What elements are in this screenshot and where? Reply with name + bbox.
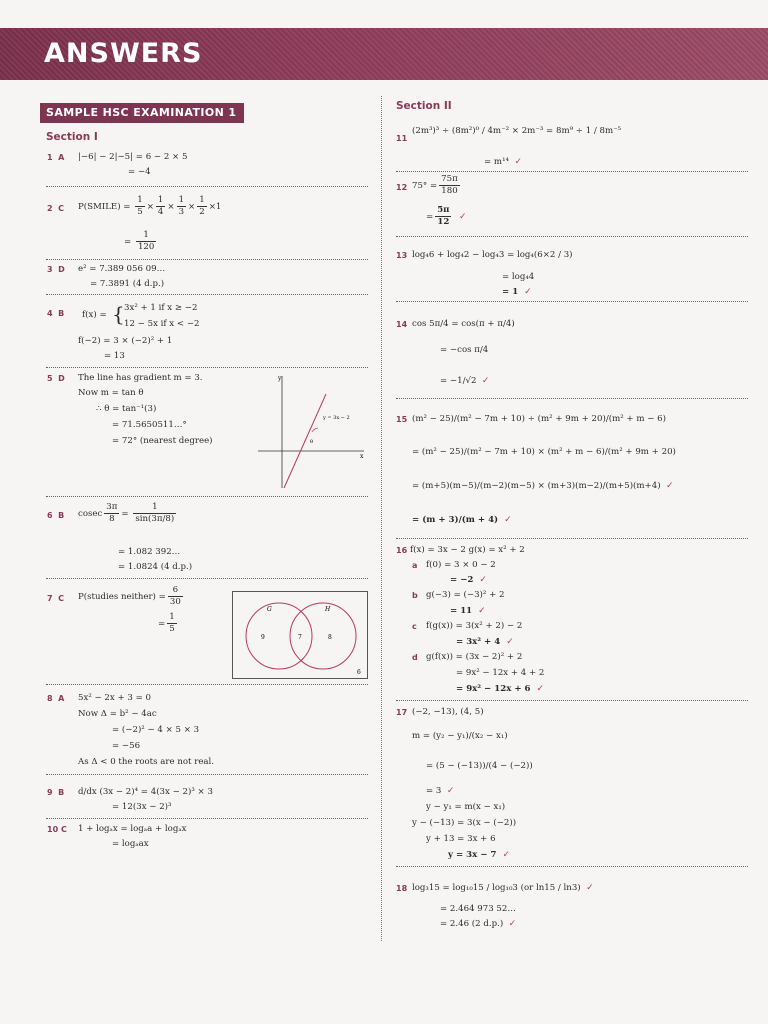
angle-arc — [312, 428, 318, 432]
q8-line2: Now Δ = b² − 4ac — [78, 709, 157, 719]
q8-line1: 5x² − 2x + 3 = 0 — [78, 693, 152, 703]
q17-line7: y = 3x − 7 ✓ — [448, 850, 510, 860]
q15-line1: (m² − 25)/(m² − 7m + 10) ÷ (m² + 9m + 20)/(m² + m − 6) — [412, 414, 666, 424]
separator — [46, 818, 368, 819]
q13-number: 13 — [396, 251, 408, 260]
q10-line2: = logₐax — [112, 839, 149, 849]
q4-line2: f(−2) = 3 × (−2)² + 1 — [78, 336, 173, 346]
q5-line2: Now m = tan θ — [78, 388, 144, 398]
q4-brace: { — [112, 302, 125, 326]
banner-title: ANSWERS — [44, 38, 203, 69]
q8-line5: As Δ < 0 the roots are not real. — [78, 757, 215, 767]
q1-line2: = −4 — [128, 167, 151, 177]
q14-line3: = −1/√2 ✓ — [440, 376, 490, 386]
q18-line3: = 2.46 (2 d.p.) ✓ — [440, 919, 517, 929]
q16-a1: f(0) = 3 × 0 − 2 — [426, 560, 496, 570]
q17-line1: m = (y₂ − y₁)/(x₂ − x₁) — [412, 731, 508, 741]
column-divider — [381, 96, 382, 941]
q6-line3: = 1.0824 (4 d.p.) — [118, 562, 193, 572]
q7-line2: = $\frac{1}{5}$ — [158, 612, 175, 634]
q11-number: 11 — [396, 134, 408, 143]
q2-line1: P(SMILE) = $\frac{1}{5}$ × $\frac{1}{4}$ × $\frac{1}{3}$ × $\frac{1}{2}$ ×1 — [78, 195, 222, 217]
theta-label: θ — [310, 439, 314, 445]
q16-d3: = 9x² − 12x + 6 ✓ — [456, 684, 545, 694]
q4-fx: f(x) = — [82, 310, 107, 320]
q16-part-d: d — [412, 653, 418, 662]
q16-part-c: c — [412, 622, 417, 631]
q8-number: 8 A — [47, 694, 65, 703]
q13-line1: log₄6 + log₄2 − log₄3 = log₄(6×2 / 3) — [412, 250, 573, 260]
q10-number: 10 C — [47, 825, 67, 834]
q3-line2: = 7.3891 (4 d.p.) — [90, 279, 165, 289]
separator — [396, 171, 748, 172]
separator — [46, 367, 368, 368]
q2-line2: = $\frac{1}{120}$ — [124, 230, 155, 252]
q2-number: 2 C — [47, 204, 65, 213]
separator — [46, 496, 368, 497]
q16-part-a: a — [412, 561, 418, 570]
q4-line3: = 13 — [104, 351, 125, 361]
q16-part-b: b — [412, 591, 418, 600]
separator — [396, 700, 748, 701]
q17-line2: = (5 − (−13))/(4 − (−2)) — [426, 761, 533, 771]
q14-line2: = −cos π/4 — [440, 345, 489, 355]
q13-line2: = log₄4 — [502, 272, 535, 282]
q5-line5: = 72° (nearest degree) — [112, 436, 213, 446]
q6-line2: = 1.082 392… — [118, 547, 181, 557]
y-axis-label: y — [278, 375, 282, 382]
q3-line1: e² = 7.389 056 09… — [78, 264, 166, 274]
q15-line4: = (m + 3)/(m + 4) ✓ — [412, 515, 512, 525]
graph-line — [284, 394, 326, 488]
q5-line1: The line has gradient m = 3. — [78, 373, 203, 383]
exam-heading: SAMPLE HSC EXAMINATION 1 — [40, 103, 244, 123]
venn-both: 7 — [298, 634, 302, 641]
q17-line5: y − (−13) = 3(x − (−2)) — [412, 818, 517, 828]
venn-g-only: 9 — [261, 634, 265, 641]
q16-number: 16 — [396, 546, 408, 555]
q5-number: 5 D — [47, 374, 65, 383]
q16-d1: g(f(x)) = (3x − 2)² + 2 — [426, 652, 523, 662]
separator — [396, 236, 748, 237]
separator — [396, 538, 748, 539]
q12-line2: = $\frac{5\pi}{12}$ ✓ — [426, 205, 467, 227]
q16-c1: f(g(x)) = 3(x² + 2) − 2 — [426, 621, 523, 631]
q17-line4: y − y₁ = m(x − x₁) — [426, 802, 506, 812]
q7-number: 7 C — [47, 594, 65, 603]
q18-line2: = 2.464 973 52… — [440, 904, 516, 914]
q12-number: 12 — [396, 183, 408, 192]
answers-banner — [0, 28, 768, 80]
q7-line1: P(studies neither) = $\frac{6}{30}$ — [78, 585, 181, 607]
q15-number: 15 — [396, 415, 408, 424]
q13-line3: = 1 ✓ — [502, 287, 532, 297]
q14-number: 14 — [396, 320, 408, 329]
q17-line3: = 3 ✓ — [426, 786, 455, 796]
q8-line3: = (−2)² − 4 × 5 × 3 — [112, 725, 200, 735]
q18-line1: log₃15 = log₁₀15 / log₁₀3 (or ln15 / ln3) ✓ — [412, 883, 594, 893]
separator — [46, 684, 368, 685]
q5-line4: = 71.5650511…° — [112, 420, 187, 430]
line-equation-label: y = 3x − 2 — [323, 415, 350, 421]
separator — [46, 578, 368, 579]
separator — [396, 301, 748, 302]
q4-number: 4 B — [47, 309, 65, 318]
q4-case1: 3x² + 1 if x ≥ −2 — [124, 303, 198, 313]
separator — [46, 774, 368, 775]
q18-number: 18 — [396, 884, 408, 893]
q11-line1: (2m³)³ ÷ (8m²)⁰ / 4m⁻² × 2m⁻³ = 8m⁹ ÷ 1 / 8m⁻⁵ — [412, 126, 622, 136]
x-axis-label: x — [360, 453, 364, 460]
q16-a2: = −2 ✓ — [450, 575, 487, 585]
q17-number: 17 — [396, 708, 408, 717]
separator — [396, 398, 748, 399]
q15-line2: = (m² − 25)/(m² − 7m + 10) × (m² + m − 6)/(m² + 9m + 20) — [412, 447, 676, 457]
q9-number: 9 B — [47, 788, 65, 797]
venn-neither: 6 — [357, 669, 361, 676]
q5-line3: ∴ θ = tan⁻¹(3) — [96, 404, 157, 414]
q5-line-graph — [256, 370, 368, 492]
q9-line2: = 12(3x − 2)³ — [112, 802, 172, 812]
q17-line0: (−2, −13), (4, 5) — [412, 707, 484, 717]
q1-line1: |−6| − 2|−5| = 6 − 2 × 5 — [78, 152, 188, 162]
separator — [46, 294, 368, 295]
q6-line1: cosec $\frac{3\pi}{8}$ = $\frac{1}{\sin(3\pi/8)}$ — [78, 502, 175, 524]
q16-d2: = 9x² − 12x + 4 + 2 — [456, 668, 545, 678]
section-1-heading: Section I — [46, 131, 98, 143]
q15-line3: = (m+5)(m−5)/(m−2)(m−5) × (m+3)(m−2)/(m+5)(m+4) ✓ — [412, 481, 674, 491]
q6-number: 6 B — [47, 511, 65, 520]
venn-h-only: 8 — [328, 634, 332, 641]
q14-line1: cos 5π/4 = cos(π + π/4) — [412, 319, 515, 329]
q8-line4: = −56 — [112, 741, 141, 751]
q12-line1: 75° = $\frac{75\pi}{180}$ — [412, 174, 458, 196]
separator — [396, 866, 748, 867]
venn-g-label: G — [267, 606, 272, 613]
q17-line6: y + 13 = 3x + 6 — [426, 834, 496, 844]
q16-b2: = 11 ✓ — [450, 606, 486, 616]
q16-line0: f(x) = 3x − 2 g(x) = x² + 2 — [410, 545, 525, 555]
section-2-heading: Section II — [396, 100, 452, 112]
separator — [46, 259, 368, 260]
q16-c2: = 3x² + 4 ✓ — [456, 637, 514, 647]
q1-number: 1 A — [47, 153, 65, 162]
separator — [46, 186, 368, 187]
q10-line1: 1 + logₐx = logₐa + logₐx — [78, 824, 187, 834]
venn-circle-g — [246, 603, 312, 669]
q4-case2: 12 − 5x if x < −2 — [124, 319, 200, 329]
q11-line2: = m¹⁴ ✓ — [484, 157, 522, 167]
q3-number: 3 D — [47, 265, 65, 274]
q16-b1: g(−3) = (−3)² + 2 — [426, 590, 505, 600]
venn-diagram — [232, 591, 368, 679]
q9-line1: d/dx (3x − 2)⁴ = 4(3x − 2)³ × 3 — [78, 787, 213, 797]
venn-h-label: H — [325, 606, 331, 613]
